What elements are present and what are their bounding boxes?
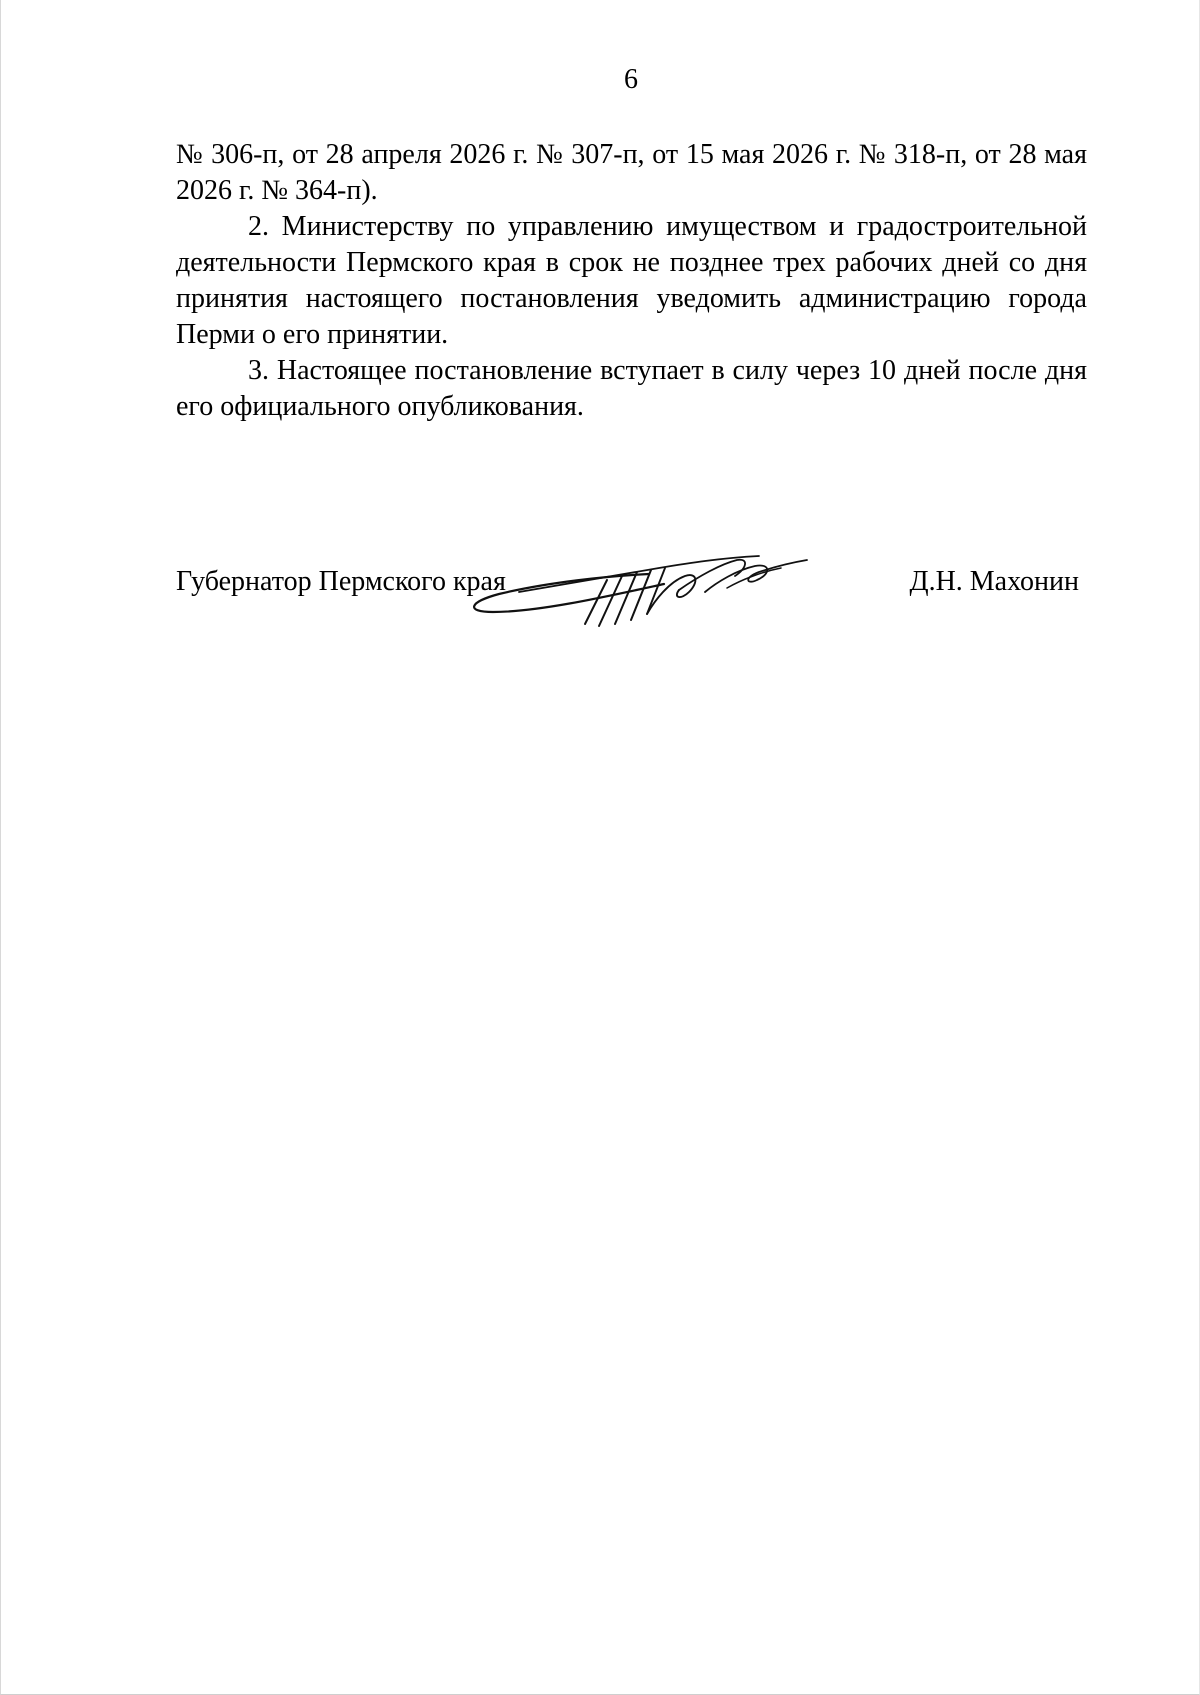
signatory-name: Д.Н. Махонин <box>909 566 1079 597</box>
handwritten-signature <box>459 546 824 628</box>
paragraph-item-3: 3. Настоящее постановление вступает в силу через 10 дней после дня его официального опубликования. <box>176 355 1087 422</box>
paragraph-continuation: № 306-п, от 28 апреля 2026 г. № 307-п, от 15 мая 2026 г. № 318-п, от 28 мая 2026 г. № 364-п). <box>176 139 1087 206</box>
document-body <box>176 137 1087 425</box>
paragraph-item-2: 2. Министерству по управлению имуществом и градостроительной деятельности Пермского края в срок не позднее трех рабочих дней со дня принятия настоящего постановления уведомить администрацию города Перми о его принятии. <box>176 211 1087 350</box>
page-number: 6 <box>624 64 638 95</box>
signatory-title: Губернатор Пермского края <box>176 566 506 597</box>
